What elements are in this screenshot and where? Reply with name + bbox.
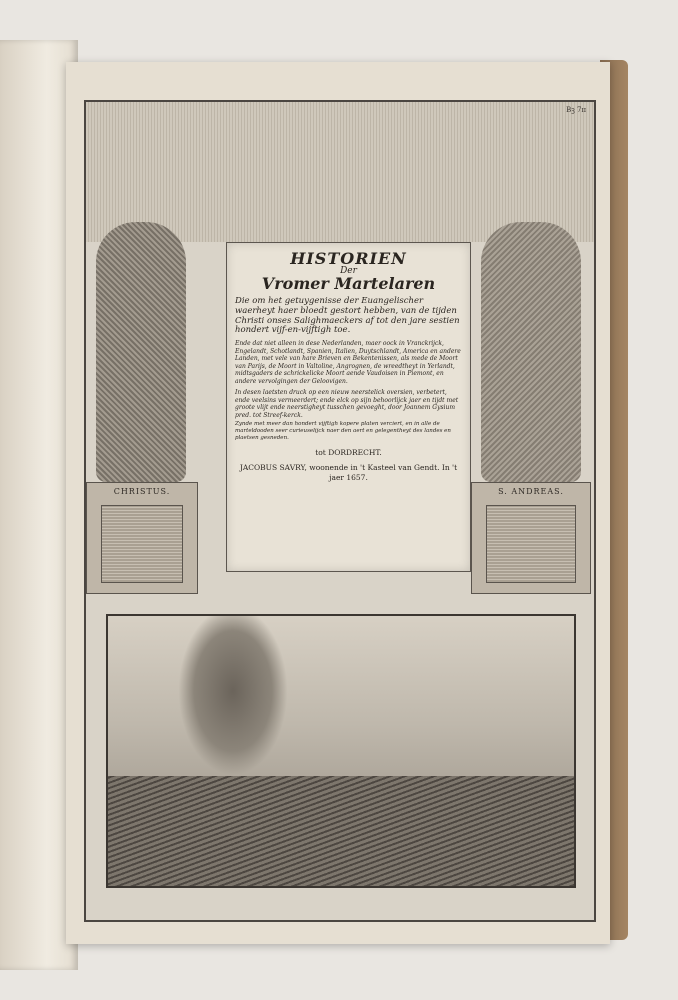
martyrdom-scene (106, 614, 576, 888)
pedestal-right-label: S. ANDREAS. (498, 487, 564, 496)
figure-christ-with-cross (96, 222, 186, 482)
heavenly-scene (86, 102, 594, 242)
figure-saint-andrew (481, 222, 581, 482)
engraved-frontispiece (84, 100, 596, 922)
title-banner (226, 242, 471, 572)
title-line-2: Der (340, 266, 357, 276)
title-line-3: Vromer Martelaren (261, 274, 436, 293)
signature-mark: Bꝫ 7ɪɪ (566, 106, 586, 114)
pedestal-right (471, 482, 591, 594)
title-plates-note: Zynde met meer dan hondert vijftigh kopere platen verciert, en in alle de marteldooden seer curieuselijck naer den aert en gelegentheyt des landes en plaetsen gesneden. (235, 421, 451, 441)
imprint-place: tot DORDRECHT. (315, 447, 382, 457)
smoke-plume (178, 614, 288, 776)
scene-ground (108, 776, 574, 886)
title-subtitle: Die om het getuygenisse der Euangelischer waerheyt haer bloedt gestort hebben, van de tijden Christi onses Salighmaeckers af tot den jare sestien hondert vijf-en-vijftigh toe. (235, 296, 460, 336)
title-edition: In desen laetsten druck op een nieuw neerstelick oversien, verbetert, ende veelsins vermeerdert; ende elck op sijn behoorlijck jaer en tijdt met groote vlijt ende neerstigheyt tusschen gevoeght, door Joannem Gysium pred. tot Streef-kerck. (235, 389, 459, 419)
imprint-printer: JACOBUS SAVRY, woonende in 't Kasteel van Gendt. In 't jaer 1657. (239, 463, 458, 483)
pedestal-left (86, 482, 198, 594)
pedestal-left-label: CHRISTUS. (113, 487, 171, 496)
title-line-1: HISTORIEN (290, 249, 407, 268)
pedestal-left-relief (101, 505, 183, 583)
pedestal-right-relief (486, 505, 576, 583)
title-details: Ende dat niet alleen in dese Nederlanden, maer oock in Vranckrijck, Engelandt, Schotlandt, Spanien, Italien, Duytschlandt, America en andere Landen, met vele van hare Brieven en Bekentenissen, als mede de Moort van Parijs, de Moort in Valtoline, Angrognen, de wreedtheyt in Yerlandt, midtsgaders de schrickelicke Moort aende Vaudoisen in Piemont, en andere vervolgingen der Geloovigen. (235, 340, 461, 385)
